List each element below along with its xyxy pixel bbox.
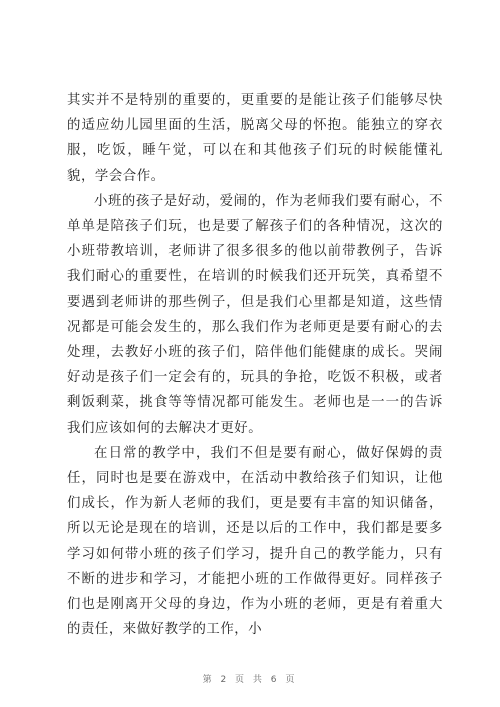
paragraph-2: 小班的孩子是好动，爱闹的，作为老师我们要有耐心，不单单是陪孩子们玩，也是要了解孩子们的各种情况，这次的小班带教培训，老师讲了很多很多的他以前带教例子，告诉我们耐心的重要性，在培训的时候我们还开玩笑，真希望不要遇到老师讲的那些例子，但是我们心里都是知道，这些情况都是可能会发生的，那么我们作为老师更是要有耐心的去处理，去教好小班的孩子们，陪伴他们能健康的成长。哭闹好动是孩子们一定会有的，玩具的争抢，吃饭不积极，或者剩饭剩菜，挑食等等情况都可能发生。老师也是一一的告诉我们应该如何的去解决才更好。 — [67, 193, 443, 436]
page-number-footer: 第 2 页 共 6 页 — [202, 675, 298, 685]
paragraph-3: 在日常的教学中，我们不但是要有耐心，做好保姆的责任，同时也是要在游戏中，在活动中教给孩子们知识，让他们成长，作为新人老师的我们，更是要有丰富的知识储备，所以无论是现在的培训，还是以后的工作中，我们都是要多学习如何带小班的孩子们学习，提升自己的教学能力，只有不断的进步和学习，才能把小班的工作做得更好。同样孩子们也是刚离开父母的身边，作为小班的老师，更是有着重大的责任，来做好教学的工作，小 — [67, 445, 443, 638]
paragraph-1: 其实并不是特别的重要的，更重要的是能让孩子们能够尽快的适应幼儿园里面的生活，脱离父母的怀抱。能独立的穿衣服，吃饭，睡午觉，可以在和其他孩子们玩的时候能懂礼貌，学会合作。 — [67, 93, 443, 184]
document-body — [67, 88, 443, 642]
